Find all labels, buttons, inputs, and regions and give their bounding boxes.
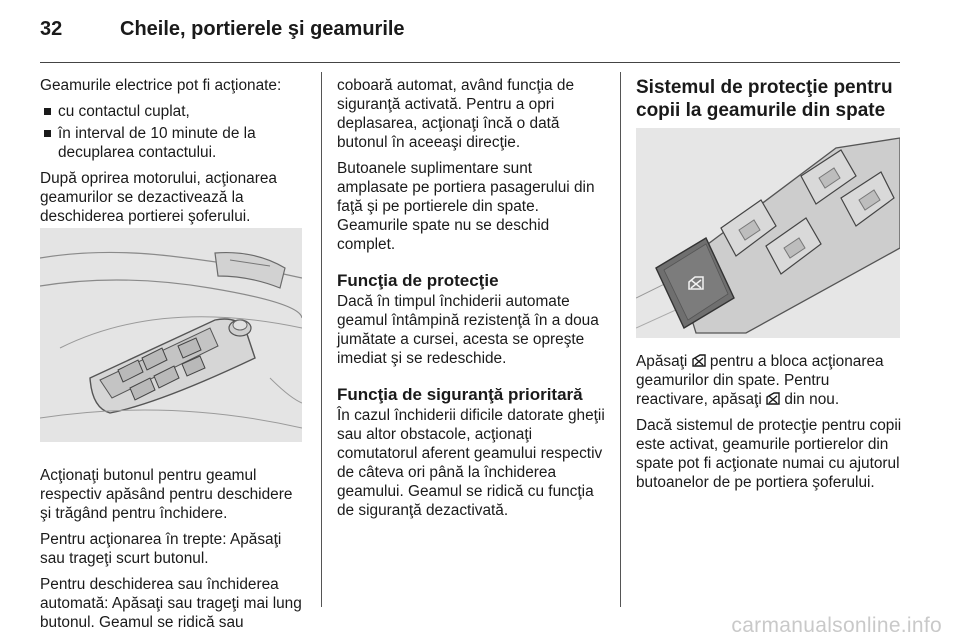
door-switch-drawing	[40, 228, 302, 442]
auto-operation-text: Pentru deschiderea sau închiderea automată: Apăsaţi sau trageţi mai lung butonul. Geamul se ridică sau	[40, 576, 302, 631]
watermark: carmanualsonline.info	[731, 614, 942, 637]
protection-heading: Funcţia de protecţie	[337, 271, 499, 290]
protection-text: Dacă în timpul închiderii automate geamul întâmpină rezistenţă în a doua jumătate a cursei, acesta se opreşte imediat şi se redeschide.	[337, 293, 599, 367]
child-lock-heading: Sistemul de protecţie pentru copii la geamurile din spate	[636, 77, 893, 121]
header-rule	[40, 62, 900, 63]
child-lock-window-icon	[692, 354, 706, 367]
continuation-text: coboară automat, având funcţia de siguranţă activată. Pentru a opri deplasarea, acţionaţi încă o dată butonul în aceeaşi direcţie.	[337, 77, 575, 151]
child-lock-window-icon	[766, 392, 780, 405]
priority-safety-text: În cazul închiderii dificile datorate gheţii sau altor obstacole, acţionaţi comutatorul aferent geamului respectiv de câteva ori până la închiderea geamului. Geamul se ridică cu funcţia de siguranţă dezactivată.	[337, 407, 605, 519]
deactivation-text: După oprirea motorului, acţionarea geamurilor se dezactivează la deschiderea portierei şoferului.	[40, 170, 277, 225]
column-divider-2	[620, 72, 621, 607]
door-panel-illustration	[40, 228, 302, 442]
step-operation-text: Pentru acţionarea în trepte: Apăsaţi sau trageţi scurt butonul.	[40, 531, 282, 567]
intro-text: Geamurile electrice pot fi acţionate:	[40, 77, 282, 94]
condition-list	[40, 102, 306, 162]
page-title: Cheile, portierele şi geamurile	[120, 18, 405, 40]
bullet-square-icon	[44, 108, 51, 115]
extra-buttons-text: Butoanele suplimentare sunt amplasate pe portiera pasagerului din faţă şi pe portierele din spate. Geamurile spate nu se deschid complet.	[337, 160, 595, 253]
child-lock-switch-illustration	[636, 128, 900, 338]
child-lock-active-text: Dacă sistemul de protecţie pentru copii este activat, geamurile portierelor din spate pot fi acţionate numai cu ajutorul butoanelor de pe portiera şoferului.	[636, 417, 902, 491]
bullet-square-icon	[44, 130, 51, 137]
operation-text: Acţionaţi butonul pentru geamul respectiv apăsând pentru deschidere şi trăgând pentru închidere.	[40, 467, 293, 522]
list-item: în interval de 10 minute de la decuplarea contactului.	[40, 124, 306, 162]
child-lock-switch-drawing	[636, 128, 900, 338]
priority-safety-heading: Funcţia de siguranţă prioritară	[337, 385, 583, 404]
column-2	[337, 76, 605, 527]
page-number: 32	[40, 18, 63, 40]
column-divider-1	[321, 72, 322, 607]
list-item: cu contactul cuplat,	[40, 102, 306, 121]
page-header	[40, 18, 900, 62]
child-lock-instruction: Apăsaţi pentru a bloca acţionarea geamurilor din spate. Pentru reactivare, apăsaţi din nou.	[636, 353, 884, 408]
